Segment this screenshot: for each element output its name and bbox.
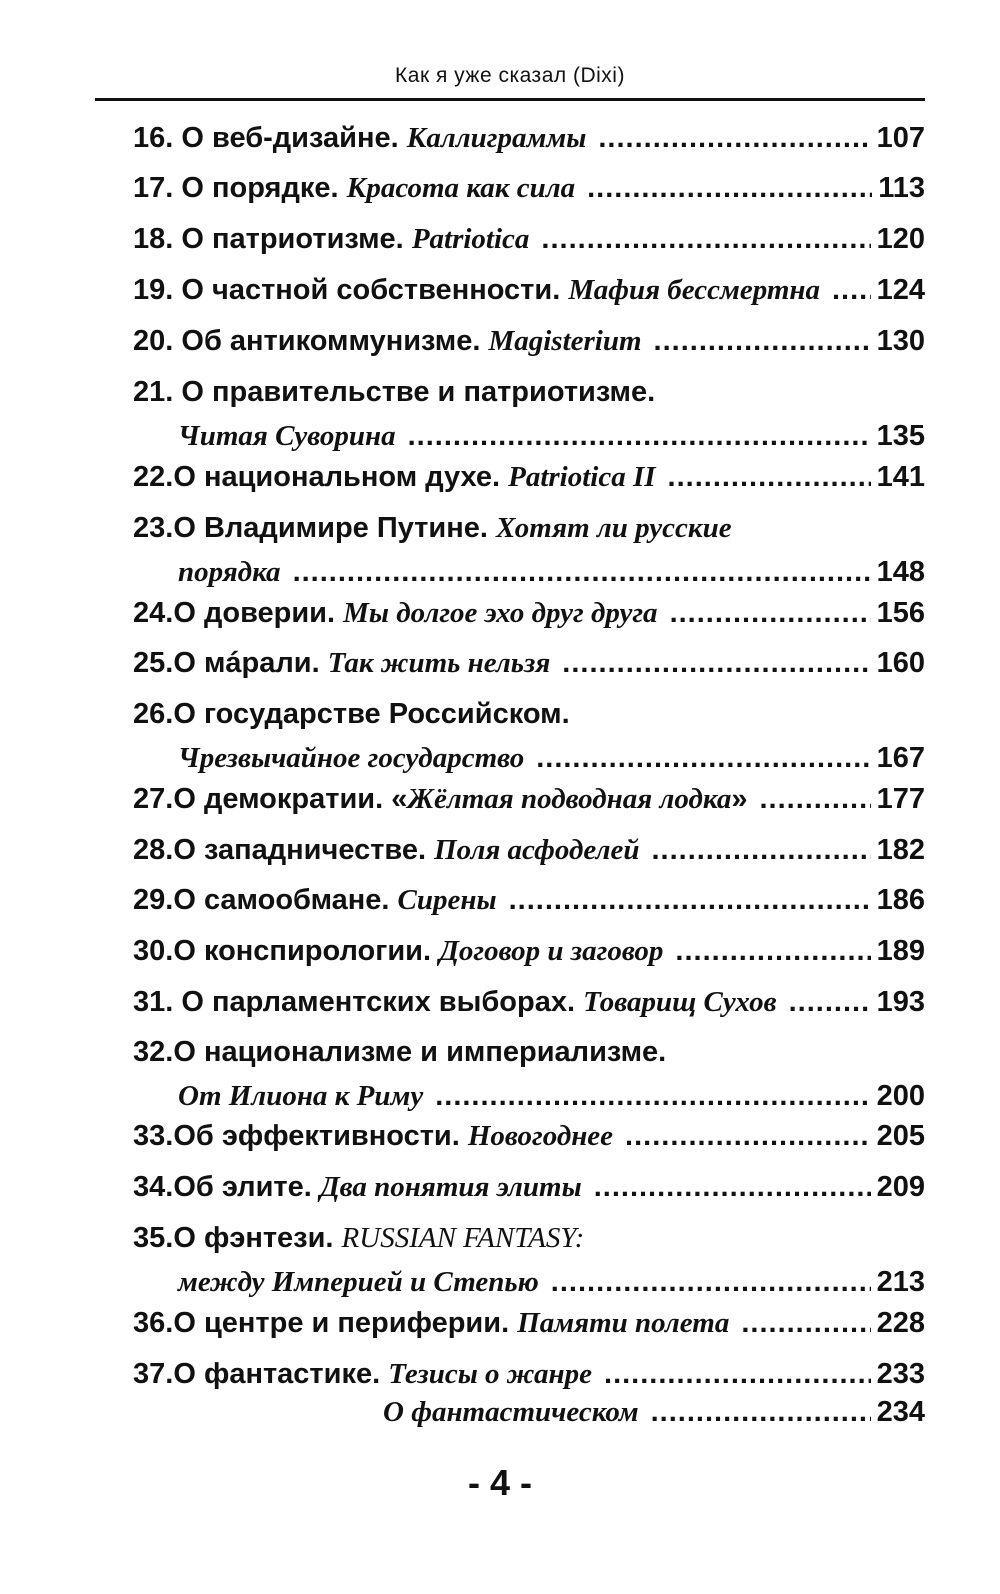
entry-subtitle: Сирены xyxy=(397,884,497,916)
entry-page: 120 xyxy=(876,223,925,255)
entry-number: 23. xyxy=(133,512,174,544)
entry-subtitle: Каллиграммы xyxy=(406,122,587,154)
leader-dots xyxy=(509,884,871,917)
leader-dots xyxy=(541,223,870,256)
leader-dots xyxy=(408,420,871,453)
entry-subtitle: Тезисы о жанре xyxy=(388,1358,593,1390)
entry-subtitle: Мафия бессмертна xyxy=(568,274,820,306)
entry-page: 141 xyxy=(876,461,925,493)
toc-line xyxy=(133,597,925,647)
entry-subtitle: Так жить нельзя xyxy=(327,647,551,679)
toc-entry xyxy=(133,122,925,172)
toc-line xyxy=(133,1120,925,1170)
entry-subtitle: Magisterium xyxy=(488,325,642,357)
entry-number: 32. xyxy=(133,1036,174,1068)
page-number: - 4 - xyxy=(467,1462,532,1503)
toc-entry xyxy=(133,172,925,222)
entry-page: 148 xyxy=(876,556,925,588)
entry-page: 167 xyxy=(876,742,925,774)
entry-page: 124 xyxy=(876,274,925,306)
entry-title: О порядке. xyxy=(173,172,347,204)
entry-title: О фэнтези. xyxy=(173,1222,342,1254)
closing-quote: » xyxy=(731,783,748,815)
entry-number: 17. xyxy=(133,172,174,204)
entry-title: О патриотизме. xyxy=(173,223,412,255)
entry-page: 186 xyxy=(876,884,925,916)
entry-title: О национальном духе. xyxy=(173,461,509,493)
toc-entry xyxy=(133,597,925,647)
leader-dots xyxy=(435,1080,870,1113)
entry-subtitle: RUSSIAN FANTASY: xyxy=(341,1222,585,1254)
entry-subtitle: Красота как сила xyxy=(346,172,576,204)
header-rule xyxy=(95,98,925,101)
toc-entry xyxy=(133,1307,925,1357)
entry-number: 19. xyxy=(133,274,174,306)
toc-entry xyxy=(133,935,925,985)
toc-entry xyxy=(133,834,925,884)
toc-line xyxy=(133,783,925,833)
entry-page: 193 xyxy=(876,986,925,1018)
entry-subtitle: Читая Суворина xyxy=(178,420,396,452)
toc-line xyxy=(133,172,925,222)
entry-page: 135 xyxy=(876,420,925,452)
entry-page: 107 xyxy=(876,122,925,154)
toc-line xyxy=(133,1307,925,1357)
entry-subtitle-continued: между Империей и Степью xyxy=(178,1266,539,1298)
leader-dots xyxy=(604,1358,871,1391)
entry-number: 24. xyxy=(133,597,174,629)
toc-line xyxy=(133,376,925,426)
toc-entry xyxy=(133,1222,925,1316)
entry-number: 18. xyxy=(133,223,174,255)
entry-number: 28. xyxy=(133,834,174,866)
entry-number: 29. xyxy=(133,884,174,916)
toc-line xyxy=(133,274,925,324)
leader-dots xyxy=(670,597,871,630)
leader-dots xyxy=(651,834,870,867)
entry-subtitle: Хотят ли русские xyxy=(495,512,732,544)
entry-number: 34. xyxy=(133,1171,174,1203)
entry-title: Об антикоммунизме. xyxy=(173,325,489,357)
entry-title: О частной собственности. xyxy=(173,274,569,306)
entry-page: 160 xyxy=(876,647,925,679)
toc-entry xyxy=(133,1036,925,1130)
toc-entry xyxy=(133,986,925,1036)
entry-title: О фантастике. xyxy=(173,1358,389,1390)
leader-dots xyxy=(551,1266,871,1299)
toc-entry xyxy=(133,325,925,375)
toc-line xyxy=(133,935,925,985)
entry-title: О правительстве и патриотизме. xyxy=(173,376,656,408)
entry-subtitle: Жёлтая подводная лодка xyxy=(407,783,732,815)
entry-number: 37. xyxy=(133,1358,174,1390)
toc-entry xyxy=(133,223,925,273)
entry-number: 22. xyxy=(133,461,174,493)
entry-page: 177 xyxy=(876,783,925,815)
entry-title: О западничестве. xyxy=(173,834,435,866)
entry-subtitle: Памяти полета xyxy=(517,1307,730,1339)
entry-number: 21. xyxy=(133,376,174,408)
leader-dots xyxy=(759,783,870,816)
entry-page: 189 xyxy=(876,935,925,967)
entry-subtitle: Товарищ Сухов xyxy=(583,986,777,1018)
toc-line xyxy=(133,1171,925,1221)
entry-title: О самообмане. xyxy=(173,884,398,916)
leader-dots xyxy=(562,647,870,680)
leader-dots xyxy=(536,742,870,775)
entry-page: 213 xyxy=(876,1266,925,1298)
toc-entry xyxy=(133,1358,925,1446)
leader-dots xyxy=(654,325,871,358)
entry-title: О центре и периферии. xyxy=(173,1307,518,1339)
leader-dots xyxy=(675,935,870,968)
leader-dots xyxy=(598,122,870,155)
entry-page: 182 xyxy=(876,834,925,866)
entry-subtitle: О фантастическом xyxy=(383,1396,639,1428)
entry-page: 233 xyxy=(876,1358,925,1390)
entry-subtitle: Чрезвычайное государство xyxy=(178,742,525,774)
entry-title: О парламентских выборах. xyxy=(173,986,584,1018)
entry-number: 30. xyxy=(133,935,174,967)
toc-line xyxy=(133,986,925,1036)
leader-dots xyxy=(651,1396,871,1429)
entry-title: Об эффективности. xyxy=(173,1120,468,1152)
entry-number: 20. xyxy=(133,325,174,357)
leader-dots xyxy=(832,274,871,307)
leader-dots xyxy=(625,1120,871,1153)
toc-line xyxy=(133,1222,925,1272)
leader-dots xyxy=(587,172,872,205)
entry-title: О веб-дизайне. xyxy=(173,122,407,154)
toc-entry xyxy=(133,1120,925,1170)
toc-line xyxy=(133,834,925,884)
toc-entry xyxy=(133,1171,925,1221)
entry-subtitle: Поля асфоделей xyxy=(434,834,640,866)
entry-subtitle: От Илиона к Риму xyxy=(178,1080,424,1112)
toc-entry xyxy=(133,783,925,833)
entry-subtitle: Мы долгое эхо друг друга xyxy=(343,597,658,629)
entry-title: О национализме и империализме. xyxy=(173,1036,667,1068)
entry-subtitle-continued: порядка xyxy=(178,556,281,588)
running-header: Как я уже сказал (Dixi) xyxy=(395,64,625,87)
leader-dots xyxy=(668,461,871,494)
toc-line xyxy=(133,647,925,697)
toc-line xyxy=(133,122,925,172)
toc-entry xyxy=(133,376,925,470)
toc-line xyxy=(133,325,925,375)
entry-title: Об элите. xyxy=(173,1171,320,1203)
entry-number: 33. xyxy=(133,1120,174,1152)
entry-title: О демократии. « xyxy=(173,783,408,815)
toc-line xyxy=(133,461,925,511)
entry-subtitle: Patriotica II xyxy=(508,461,656,493)
entry-number: 35. xyxy=(133,1222,174,1254)
entry-number: 31. xyxy=(133,986,174,1018)
toc-line xyxy=(133,698,925,748)
entry-page: 234 xyxy=(876,1396,925,1428)
toc-line xyxy=(133,1036,925,1086)
entry-number: 16. xyxy=(133,122,174,154)
toc-line xyxy=(133,884,925,934)
leader-dots xyxy=(741,1307,870,1340)
entry-page: 156 xyxy=(876,597,925,629)
entry-subtitle: Patriotica xyxy=(411,223,530,255)
entry-title: О доверии. xyxy=(173,597,344,629)
entry-page: 130 xyxy=(876,325,925,357)
toc-line xyxy=(133,223,925,273)
entry-number: 25. xyxy=(133,647,174,679)
entry-number: 26. xyxy=(133,698,174,730)
entry-number: 36. xyxy=(133,1307,174,1339)
entry-page: 209 xyxy=(876,1171,925,1203)
entry-subtitle: Новогоднее xyxy=(467,1120,614,1152)
entry-page: 205 xyxy=(876,1120,925,1152)
toc-entry xyxy=(133,512,925,606)
leader-dots xyxy=(594,1171,871,1204)
entry-title: О мáрали. xyxy=(173,647,328,679)
entry-subtitle: Два понятия элиты xyxy=(319,1171,582,1203)
entry-page: 200 xyxy=(876,1080,925,1112)
leader-dots xyxy=(293,556,871,589)
entry-number: 27. xyxy=(133,783,174,815)
entry-page: 113 xyxy=(878,172,925,204)
toc-entry xyxy=(133,647,925,697)
toc-entry xyxy=(133,274,925,324)
entry-title: О государстве Российском. xyxy=(173,698,570,730)
toc-line xyxy=(133,1396,925,1446)
leader-dots xyxy=(789,986,871,1019)
toc-entry xyxy=(133,884,925,934)
entry-title: О Владимире Путине. xyxy=(173,512,496,544)
toc-entry xyxy=(133,698,925,792)
entry-page: 228 xyxy=(876,1307,925,1339)
entry-subtitle: Договор и заговор xyxy=(439,935,664,967)
toc-entry xyxy=(133,461,925,511)
toc-line xyxy=(133,512,925,562)
entry-title: О конспирологии. xyxy=(173,935,440,967)
